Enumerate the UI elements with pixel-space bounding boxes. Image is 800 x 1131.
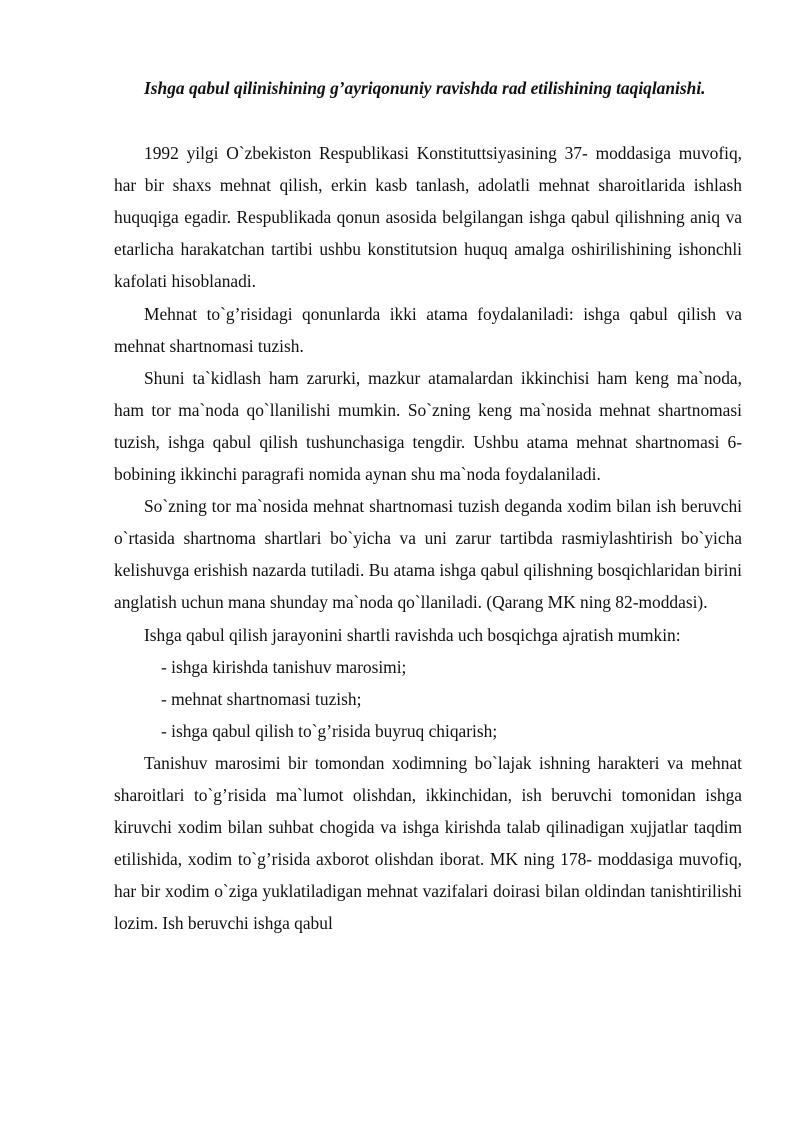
list-item: - ishga qabul qilish to`g’risida buyruq chiqarish;: [161, 720, 498, 741]
list-item: - mehnat shartnomasi tuzish;: [161, 688, 362, 709]
paragraph-constitution: 1992 yilgi O`zbekiston Respublikasi Konstituttsiyasining 37- moddasiga muvofiq, har bir shaxs mehnat qilish, erkin kasb tanlash, adolatli mehnat sharoitlarida ishlash huquqiga egadir. Respublikada qonun asosida belgilangan ishga qabul qilishning aniq va etarlicha harakatchan tartibi ushbu konstitutsion huquq amalga oshirilishining ishonchli kafolati hisoblanadi.: [114, 143, 742, 292]
paragraph-stages-intro: Ishga qabul qilish jarayonini shartli ravishda uch bosqichga ajratish mumkin:: [144, 624, 681, 645]
list-item: - ishga kirishda tanishuv marosimi;: [161, 656, 407, 677]
document-page: [114, 68, 742, 939]
paragraph-terms: Mehnat to`g’risidagi qonunlarda ikki atama foydalaniladi: ishga qabul qilish va mehnat shartnomasi tuzish.: [114, 303, 742, 356]
paragraph-narrow-meaning: So`zning tor ma`nosida mehnat shartnomasi tuzish deganda xodim bilan ish beruvchi o`rtasida shartnoma shartlari bo`yicha va uni zarur tartibda rasmiylashtirish bo`yicha kelishuvga erishish nazarda tutiladi. Bu atama ishga qabul qilishning bosqichlaridan birini anglatish uchun mana shunday ma`noda qo`llaniladi. (Qarang MK ning 82-moddasi).: [114, 496, 742, 613]
document-title: Ishga qabul qilinishining g’ayriqonuniy ravishda rad etilishining taqiqlanishi.: [144, 78, 706, 98]
paragraph-acquaintance: Tanishuv marosimi bir tomondan xodimning bo`lajak ishning harakteri va mehnat sharoitlari to`g’risida ma`lumot olishdan, ikkinchidan, ish beruvchi tomonidan ishga kiruvchi xodim bilan suhbat chogida va ishga kirishda talab qilinadigan xujjatlar taqdim etilishida, xodim to`g’risida axborot olishdan iborat. MK ning 178- moddasiga muvofiq, har bir xodim o`ziga yuklatiladigan mehnat vazifalari doirasi bilan oldindan tanishtirilishi lozim. Ish beruvchi ishga qabul: [114, 752, 742, 934]
paragraph-broad-meaning: Shuni ta`kidlash ham zarurki, mazkur atamalardan ikkinchisi ham keng ma`noda, ham tor ma`noda qo`llanilishi mumkin. So`zning keng ma`nosida mehnat shartnomasi tuzish, ishga qabul qilish tushunchasiga tengdir. Ushbu atama mehnat shartnomasi 6- bobining ikkinchi paragrafi nomida aynan shu ma`noda foydalaniladi.: [114, 367, 742, 485]
